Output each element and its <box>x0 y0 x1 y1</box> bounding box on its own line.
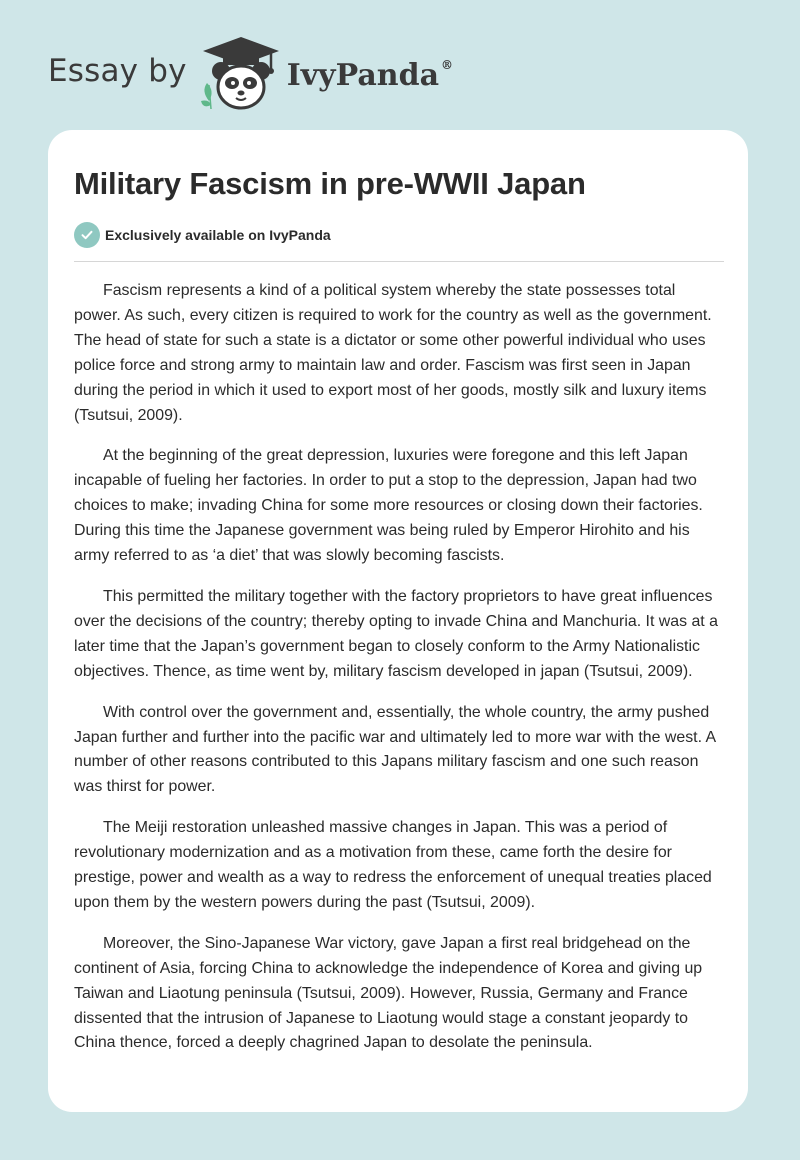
essay-by-label: Essay by <box>48 53 187 89</box>
essay-paragraph: This permitted the military together with the factory proprietors to have great influences over the decisions of the country; thereby opting to invade China and Manchuria. It was at a later time that the Japan’s government began to closely conform to the Army Nationalistic objectives. Thence, as time went by, military fascism developed in japan (Tsutsui, 2009). <box>74 587 718 680</box>
essay-title: Military Fascism in pre-WWII Japan <box>74 166 586 201</box>
exclusive-badge-label: Exclusively available on IvyPanda <box>105 227 331 243</box>
essay-paragraph: With control over the government and, essentially, the whole country, the army pushed Japan further and further into the pacific war and ultimately led to more war with the west. A number of other reasons contributed to this Japans military fascism and one such reason was thirst for power. <box>74 703 716 796</box>
essay-paragraph: Fascism represents a kind of a political system whereby the state possesses total power. As such, every citizen is required to work for the country as well as the government. The head of state for such a state is a dictator or some other powerful individual who uses police force and strong army to maintain law and order. Fascism was first seen in Japan during the period in which it used to export most of her goods, mostly silk and luxury items (Tsutsui, 2009). <box>74 282 712 424</box>
essay-paragraph: The Meiji restoration unleashed massive changes in Japan. This was a period of revolutionary modernization and as a motivation from these, came forth the desire for prestige, power and wealth as a way to redress the enforcement of unequal treaties placed upon them by the western powers during the past (Tsutsui, 2009). <box>74 819 712 911</box>
check-icon <box>74 222 100 248</box>
essay-card <box>48 130 748 1112</box>
essay-paragraph: Moreover, the Sino-Japanese War victory, gave Japan a first real bridgehead on the continent of Asia, forcing China to acknowledge the independence of Korea and giving up Taiwan and Liaotung peninsula (Tsutsui, 2009). However, Russia, Germany and France dissented that the intrusion of Japanese to Liaotung would stage a constant jeopardy to China thence, forced a deeply chagrined Japan to desolate the peninsula. <box>74 934 703 1052</box>
exclusive-badge <box>74 222 331 248</box>
site-header <box>48 34 453 114</box>
registered-mark: ® <box>441 57 454 72</box>
brand-name: IvyPanda ® <box>286 57 454 93</box>
panda-graduate-icon <box>199 35 283 113</box>
essay-body <box>74 279 726 1072</box>
divider <box>74 261 724 262</box>
essay-paragraph: At the beginning of the great depression, luxuries were foregone and this left Japan incapable of fueling her factories. In order to put a stop to the depression, Japan had two choices to make; invading China for some more resources or closing down their factories. During this time the Japanese government was being ruled by Emperor Hirohito and his army referred to as ‘a diet’ that was slowly becoming fascists. <box>74 447 703 565</box>
